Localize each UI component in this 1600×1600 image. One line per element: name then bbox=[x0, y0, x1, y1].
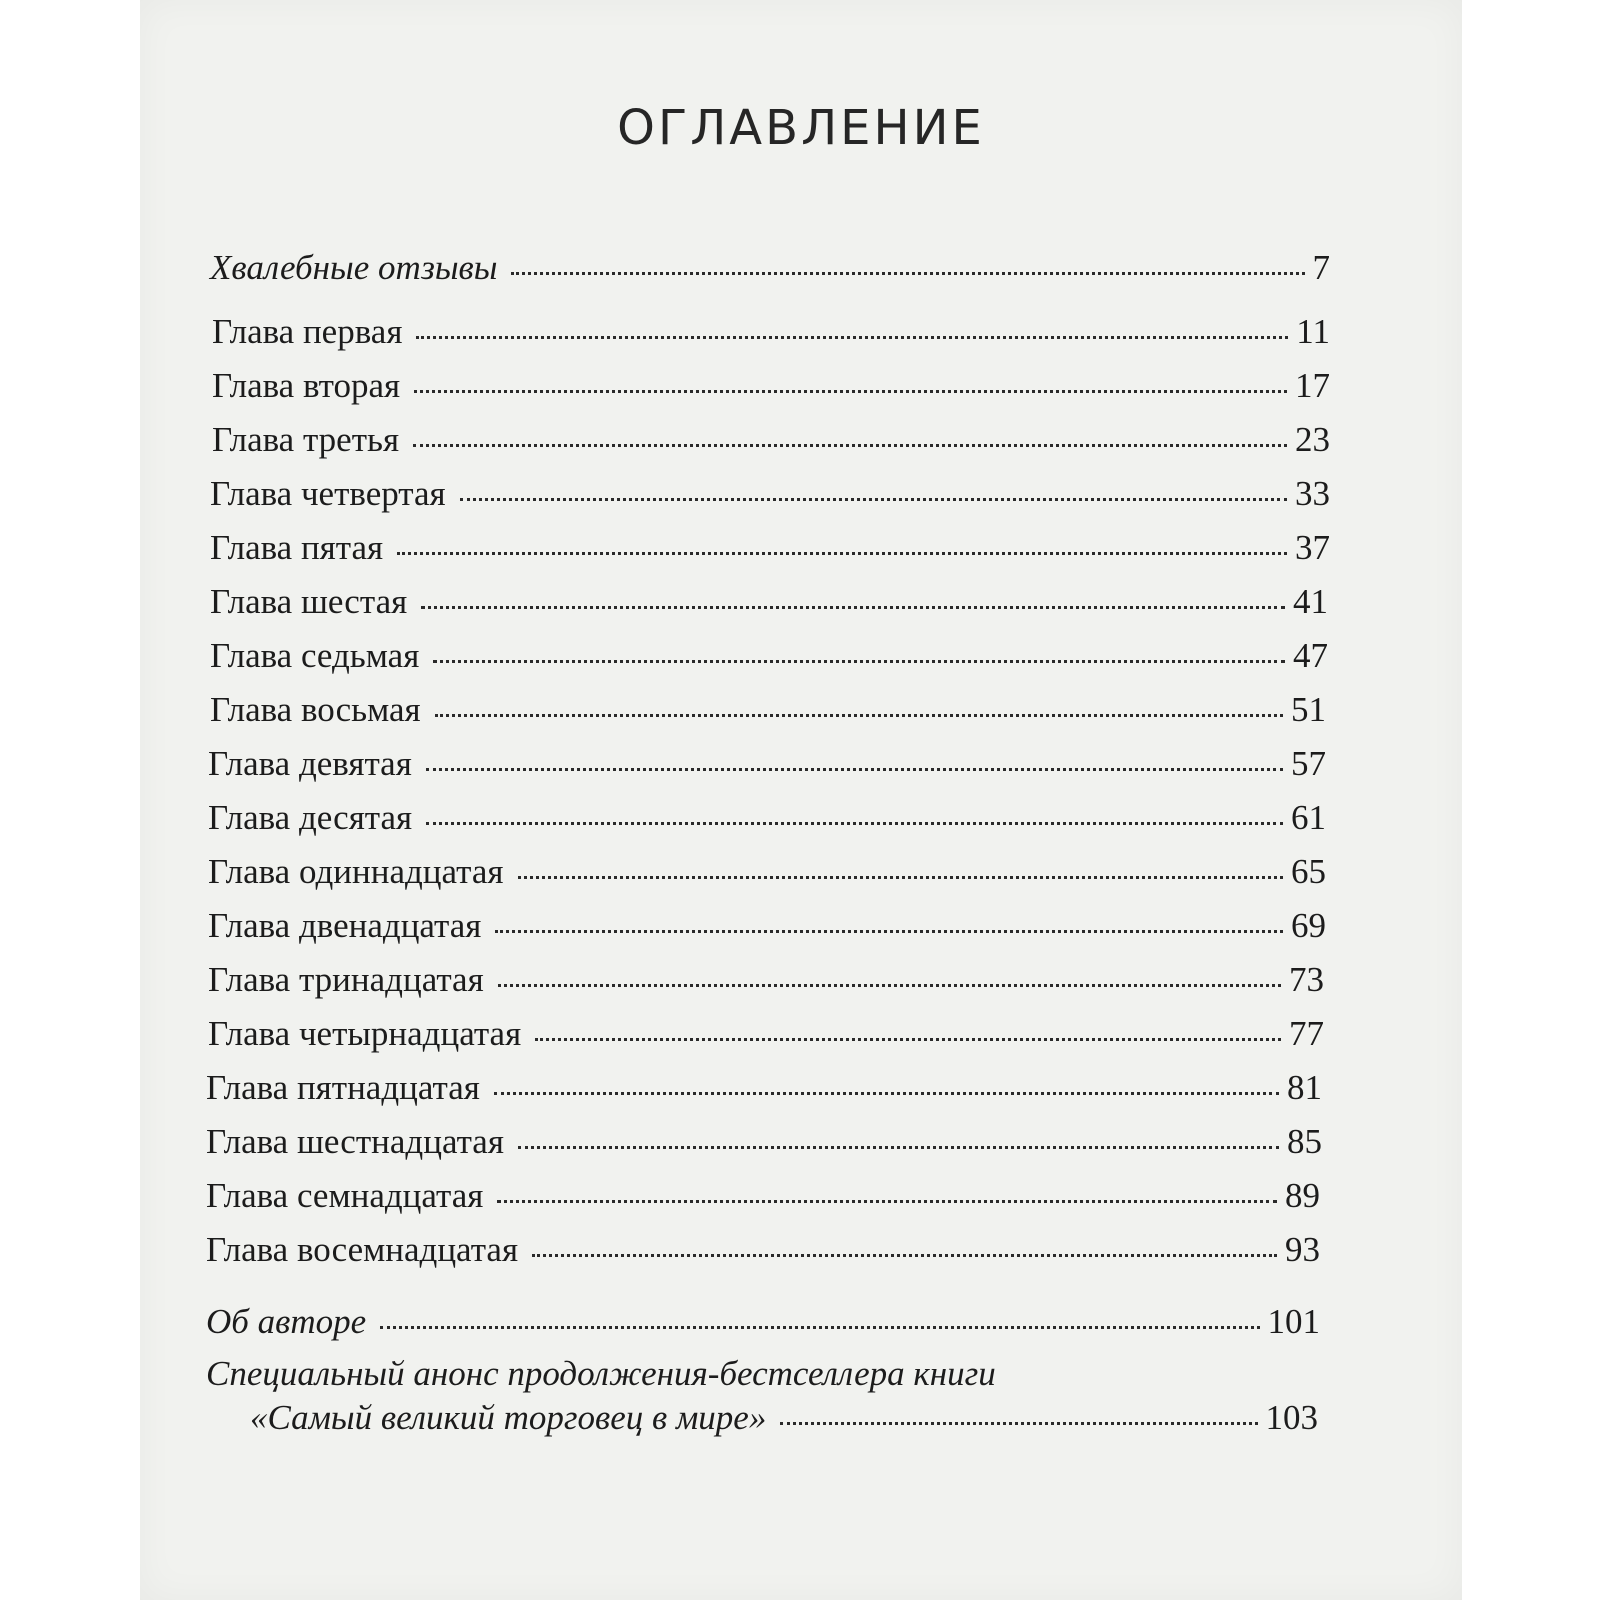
toc-entry-page-number: 77 bbox=[1289, 1014, 1324, 1053]
toc-entry-label: Глава восьмая bbox=[210, 690, 421, 729]
dot-leader bbox=[518, 876, 1283, 879]
dot-leader bbox=[426, 768, 1283, 771]
toc-entry-page-number: 73 bbox=[1289, 960, 1324, 999]
dot-leader bbox=[532, 1254, 1277, 1257]
toc-entry-label: Хвалебные отзывы bbox=[210, 248, 498, 287]
dot-leader bbox=[397, 552, 1287, 555]
book-page bbox=[140, 0, 1462, 1600]
toc-entry bbox=[208, 798, 1326, 838]
toc-entry-label: Глава шестнадцатая bbox=[206, 1122, 504, 1161]
toc-entry-page-number: 7 bbox=[1312, 248, 1330, 287]
toc-entry bbox=[210, 528, 1330, 568]
toc-entry bbox=[210, 474, 1330, 514]
toc-entry bbox=[210, 248, 1330, 288]
toc-entry-label: Глава седьмая bbox=[210, 636, 420, 675]
page-title: ОГЛАВЛЕНИЕ bbox=[617, 100, 985, 156]
toc-entry-page-number: 11 bbox=[1296, 312, 1330, 351]
toc-entry-page-number: 41 bbox=[1293, 582, 1328, 621]
toc-entry bbox=[212, 312, 1330, 352]
toc-entry-page-number: 51 bbox=[1291, 690, 1326, 729]
toc-entry-page-number: 81 bbox=[1287, 1068, 1322, 1107]
toc-entry-label: Глава третья bbox=[212, 420, 400, 459]
special-announcement-line1: Специальный анонс продолжения-бестселлера книги bbox=[206, 1354, 996, 1393]
toc-entry-page-number: 65 bbox=[1291, 852, 1326, 891]
toc-entry-page-number: 23 bbox=[1295, 420, 1330, 459]
toc-entry-page-number: 93 bbox=[1285, 1230, 1320, 1269]
toc-entry bbox=[206, 1176, 1320, 1216]
toc-entry-page-number: 101 bbox=[1267, 1302, 1320, 1341]
toc-entry-page-number: 89 bbox=[1285, 1176, 1320, 1215]
toc-entry bbox=[208, 906, 1326, 946]
special-announcement-entry bbox=[250, 1398, 1318, 1438]
toc-entry-label: Глава шестая bbox=[210, 582, 408, 621]
toc-entry bbox=[212, 366, 1330, 406]
dot-leader bbox=[380, 1326, 1259, 1329]
toc-entry-label: Глава восемнадцатая bbox=[206, 1230, 519, 1269]
dot-leader bbox=[413, 444, 1287, 447]
toc-entry bbox=[212, 420, 1330, 460]
toc-entry-page-number: 85 bbox=[1287, 1122, 1322, 1161]
toc-entry bbox=[208, 960, 1324, 1000]
dot-leader bbox=[780, 1422, 1257, 1425]
dot-leader bbox=[414, 390, 1287, 393]
toc-entry-page-number: 47 bbox=[1293, 636, 1328, 675]
toc-entry-page-number: 33 bbox=[1295, 474, 1330, 513]
toc-entry bbox=[206, 1068, 1322, 1108]
dot-leader bbox=[416, 336, 1288, 339]
toc-entry-label: Глава четырнадцатая bbox=[208, 1014, 522, 1053]
dot-leader bbox=[511, 272, 1304, 275]
dot-leader bbox=[460, 498, 1287, 501]
toc-entry-label: Глава десятая bbox=[208, 798, 413, 837]
dot-leader bbox=[435, 714, 1283, 717]
dot-leader bbox=[497, 1200, 1277, 1203]
dot-leader bbox=[426, 822, 1283, 825]
toc-entry-label: Глава двенадцатая bbox=[208, 906, 482, 945]
toc-entry-label: Глава девятая bbox=[208, 744, 412, 783]
toc-entry-label: Глава четвертая bbox=[210, 474, 446, 513]
toc-entry bbox=[210, 690, 1326, 730]
toc-entry-label: Глава пятнадцатая bbox=[206, 1068, 480, 1107]
toc-entry-label: Глава одиннадцатая bbox=[208, 852, 504, 891]
dot-leader bbox=[421, 606, 1285, 609]
toc-entry-label: Глава первая bbox=[212, 312, 403, 351]
dot-leader bbox=[535, 1038, 1281, 1041]
toc-entry bbox=[208, 1014, 1324, 1054]
dot-leader bbox=[498, 984, 1281, 987]
dot-leader bbox=[518, 1146, 1279, 1149]
toc-entry bbox=[210, 636, 1328, 676]
toc-entry-page-number: 61 bbox=[1291, 798, 1326, 837]
special-announcement-line2: «Самый великий торговец в мире» bbox=[250, 1398, 767, 1437]
toc-entry-page-number: 69 bbox=[1291, 906, 1326, 945]
toc-entry bbox=[208, 744, 1326, 784]
toc-entry-label: Глава семнадцатая bbox=[206, 1176, 484, 1215]
toc-entry-page-number: 57 bbox=[1291, 744, 1326, 783]
toc-entry-label: Об авторе bbox=[206, 1302, 367, 1341]
toc-entry-label: Глава пятая bbox=[210, 528, 384, 567]
dot-leader bbox=[495, 930, 1283, 933]
toc-entry-page-number: 17 bbox=[1295, 366, 1330, 405]
toc-entry-label: Глава вторая bbox=[212, 366, 401, 405]
dot-leader bbox=[433, 660, 1285, 663]
toc-entry bbox=[210, 582, 1328, 622]
toc-entry-label: Глава тринадцатая bbox=[208, 960, 484, 999]
dot-leader bbox=[494, 1092, 1279, 1095]
toc-entry bbox=[206, 1230, 1320, 1270]
special-announcement-page-number: 103 bbox=[1265, 1398, 1318, 1437]
toc-entry bbox=[208, 852, 1326, 892]
toc-entry bbox=[206, 1122, 1322, 1162]
table-of-contents bbox=[140, 0, 1462, 1600]
toc-entry bbox=[206, 1302, 1320, 1342]
toc-entry-page-number: 37 bbox=[1295, 528, 1330, 567]
